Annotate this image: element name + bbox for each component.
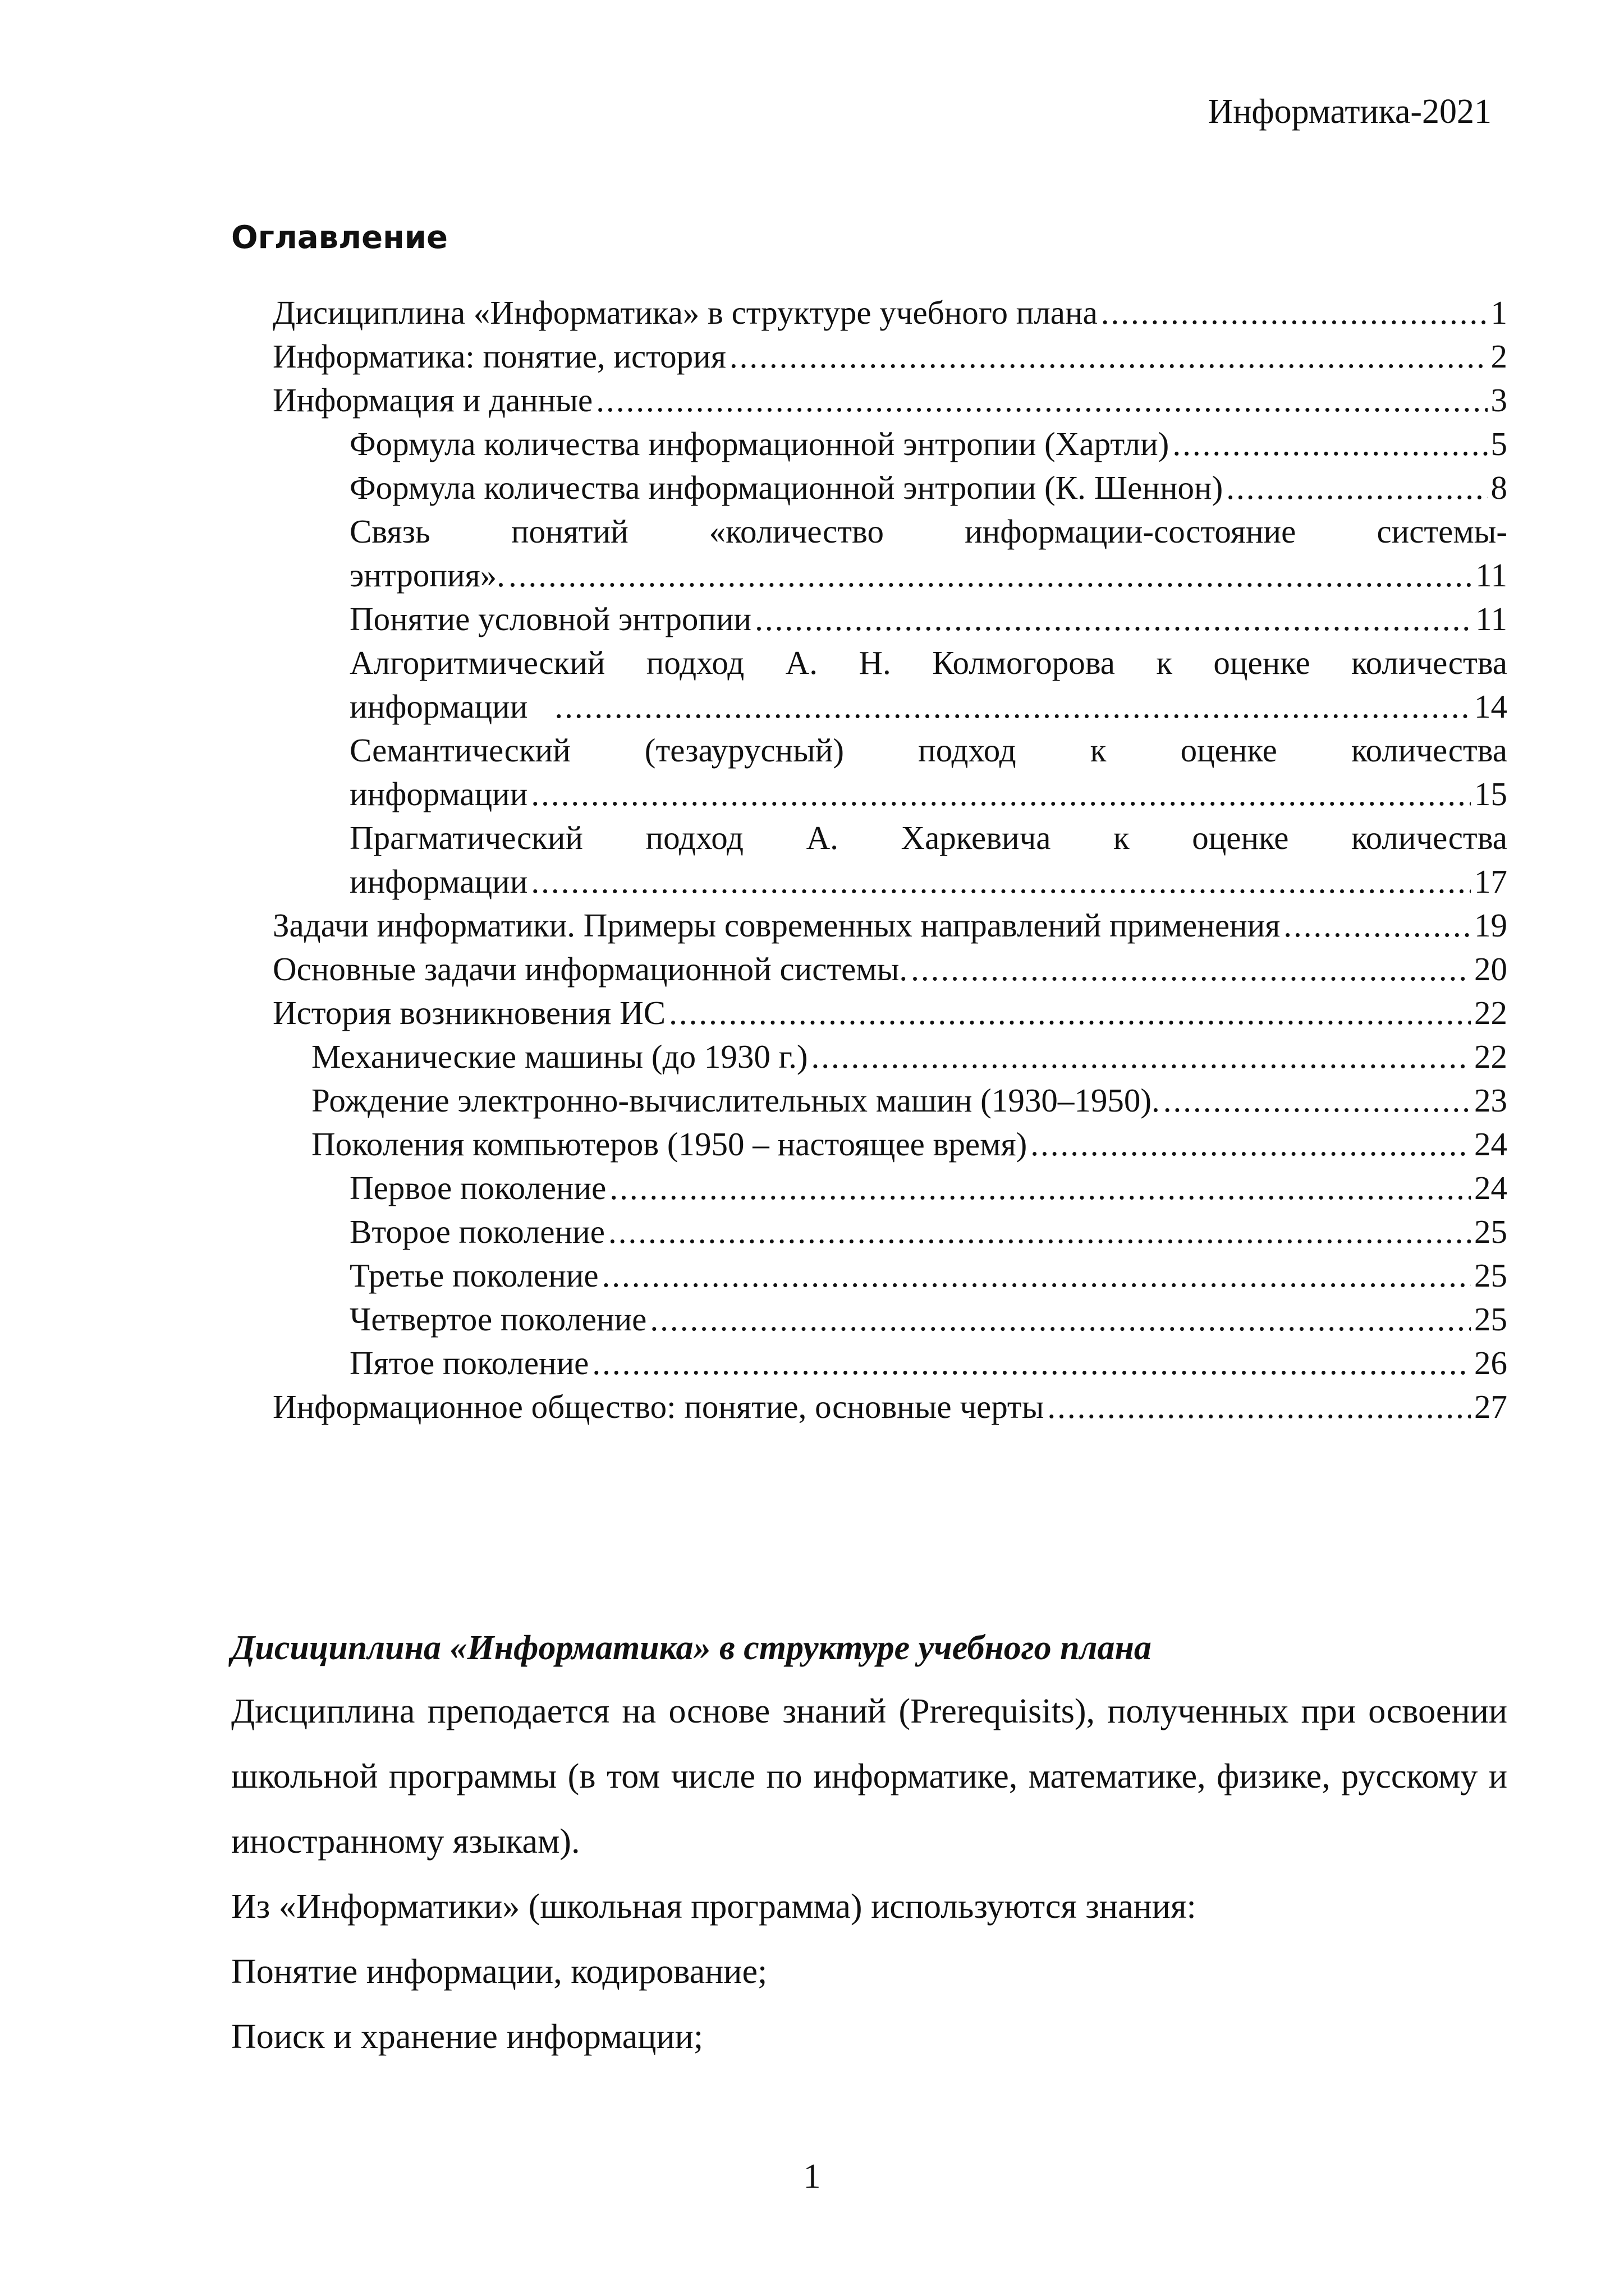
toc-entry-page: 1 bbox=[1490, 294, 1507, 331]
toc-word: к bbox=[1156, 644, 1173, 681]
toc-word: оценке bbox=[1192, 819, 1289, 856]
toc-entry-page: 25 bbox=[1474, 1213, 1507, 1250]
toc-entry-page: 26 bbox=[1474, 1344, 1507, 1381]
toc-entry-title: Информационное общество: понятие, основные черты bbox=[273, 1388, 1044, 1425]
toc-entry-page: 3 bbox=[1490, 382, 1507, 419]
toc-entry-page: 22 bbox=[1474, 994, 1507, 1031]
toc-entry[interactable] bbox=[350, 1341, 1507, 1385]
toc-word: Н. bbox=[859, 644, 891, 681]
toc-leader bbox=[608, 1210, 1471, 1253]
toc-entry-title: Понятие условной энтропии bbox=[350, 600, 752, 637]
toc-entry-title-cont: информации bbox=[350, 688, 528, 725]
toc-entry-title: Информатика: понятие, история bbox=[273, 338, 726, 375]
toc-word: количества bbox=[1351, 732, 1507, 769]
toc-entry[interactable] bbox=[273, 334, 1507, 378]
toc-word: А. bbox=[806, 819, 838, 856]
toc-entry-title: Механические машины (до 1930 г.) bbox=[311, 1038, 808, 1075]
toc-entry-title: Второе поколение bbox=[350, 1213, 605, 1250]
toc-entry[interactable] bbox=[273, 991, 1507, 1035]
toc-entry[interactable] bbox=[311, 1122, 1507, 1166]
toc-leader bbox=[1283, 903, 1471, 947]
toc-entry-page: 27 bbox=[1474, 1388, 1507, 1425]
toc-word: Прагматический bbox=[350, 819, 583, 856]
toc-word: к bbox=[1090, 732, 1107, 769]
toc-entry-title: Пятое поколение bbox=[350, 1344, 589, 1381]
toc-entry-page: 11 bbox=[1475, 557, 1507, 594]
toc-word: системы- bbox=[1377, 513, 1507, 550]
running-header: Информатика-2021 bbox=[1208, 93, 1492, 131]
toc-leader bbox=[596, 378, 1487, 422]
toc-entry[interactable] bbox=[350, 422, 1507, 466]
toc-word: (тезаурусный) bbox=[644, 732, 844, 769]
toc-leader bbox=[531, 772, 1471, 816]
toc-entry-page: 24 bbox=[1474, 1126, 1507, 1163]
toc-entry-page: 20 bbox=[1474, 950, 1507, 988]
toc-entry-page: 11 bbox=[1475, 600, 1507, 637]
toc-leader bbox=[1226, 466, 1487, 509]
toc-word: подход bbox=[645, 819, 744, 856]
toc-word: подход bbox=[646, 644, 745, 681]
toc-entry[interactable] bbox=[273, 291, 1507, 334]
toc-entry[interactable] bbox=[350, 597, 1507, 641]
toc-entry-title-cont: информации bbox=[350, 863, 528, 900]
toc-entry-title: Формула количества информационной энтропии (К. Шеннон) bbox=[350, 469, 1223, 506]
toc-entry-title: Первое поколение bbox=[350, 1169, 607, 1206]
page-number: 1 bbox=[803, 2157, 821, 2196]
toc-leader bbox=[669, 991, 1471, 1035]
toc-word: подход bbox=[918, 732, 1016, 769]
toc-entry[interactable] bbox=[350, 1166, 1507, 1210]
section-body bbox=[231, 1679, 1507, 2069]
toc-entry-title: Поколения компьютеров (1950 – настоящее время) bbox=[311, 1126, 1027, 1163]
toc-entry-page: 25 bbox=[1474, 1301, 1507, 1338]
toc-entry-title: Дисициплина «Информатика» в структуре учебного плана bbox=[273, 294, 1098, 331]
toc-entry-title-first-line bbox=[350, 816, 1507, 860]
toc-title: Оглавление bbox=[231, 219, 448, 256]
toc-entry[interactable] bbox=[350, 466, 1507, 509]
toc-leader bbox=[811, 1035, 1471, 1078]
toc-entry-page: 8 bbox=[1490, 469, 1507, 506]
toc-entry-title: Задачи информатики. Примеры современных направлений применения bbox=[273, 907, 1281, 944]
paragraph: Из «Информатики» (школьная программа) используются знания: bbox=[231, 1888, 1196, 1926]
toc-word: Алгоритмический bbox=[350, 644, 605, 681]
toc-entry[interactable] bbox=[273, 1385, 1507, 1429]
toc-leader bbox=[911, 947, 1471, 991]
toc-word: Харкевича bbox=[901, 819, 1051, 856]
toc-entry-page: 5 bbox=[1490, 425, 1507, 462]
toc-leader bbox=[602, 1253, 1471, 1297]
toc-entry[interactable] bbox=[311, 1035, 1507, 1078]
toc-entry[interactable] bbox=[350, 1297, 1507, 1341]
toc-leader bbox=[730, 334, 1488, 378]
toc-entry-title-first-line bbox=[350, 509, 1507, 553]
toc-entry-title: Информация и данные bbox=[273, 382, 593, 419]
toc-word: количества bbox=[1351, 644, 1507, 681]
toc-entry-title: Четвертое поколение bbox=[350, 1301, 647, 1338]
toc-word: Семантический bbox=[350, 732, 571, 769]
toc-word: количества bbox=[1351, 819, 1507, 856]
toc-word: Колмогорова bbox=[932, 644, 1115, 681]
toc-word: информации-состояние bbox=[965, 513, 1296, 550]
toc-entry-page: 24 bbox=[1474, 1169, 1507, 1206]
toc-entry-page: 15 bbox=[1474, 775, 1507, 812]
toc-entry-title-cont: информации bbox=[350, 775, 528, 812]
toc-leader bbox=[508, 553, 1472, 597]
toc-entry[interactable] bbox=[350, 1253, 1507, 1297]
toc-entry-title: Формула количества информационной энтропии (Хартли) bbox=[350, 425, 1169, 462]
toc-entry-page: 2 bbox=[1490, 338, 1507, 375]
toc-entry-title-first-line bbox=[350, 641, 1507, 685]
toc-entry[interactable] bbox=[311, 1078, 1507, 1122]
toc-word: «количество bbox=[709, 513, 884, 550]
toc-leader bbox=[650, 1297, 1471, 1341]
toc-entry-page: 14 bbox=[1474, 688, 1507, 725]
toc-leader bbox=[592, 1341, 1471, 1385]
toc-entry-page: 23 bbox=[1474, 1082, 1507, 1119]
toc-leader bbox=[531, 860, 1471, 903]
toc-leader bbox=[554, 685, 1471, 728]
toc-entry-title: История возникновения ИС bbox=[273, 994, 666, 1031]
toc-entry[interactable] bbox=[350, 816, 1507, 903]
paragraph: Дисциплина преподается на основе знаний (Prerequisits), полученных при освоении школьной программы (в том числе по информатике, математике, физике, русскому и иностранному языкам). bbox=[231, 1692, 1507, 1861]
toc-word: к bbox=[1113, 819, 1130, 856]
toc-leader bbox=[609, 1166, 1471, 1210]
toc-entry[interactable] bbox=[273, 903, 1507, 947]
toc-entry[interactable] bbox=[350, 641, 1507, 728]
toc-word: Связь bbox=[350, 513, 430, 550]
toc-entry[interactable] bbox=[350, 728, 1507, 816]
toc-entry[interactable] bbox=[273, 378, 1507, 422]
toc-entry-title-first-line bbox=[350, 728, 1507, 772]
toc-leader bbox=[1101, 291, 1488, 334]
toc-entry-page: 19 bbox=[1474, 907, 1507, 944]
toc-entry-title-cont: энтропия». bbox=[350, 557, 505, 594]
toc-entry-title: Третье поколение bbox=[350, 1257, 599, 1294]
toc-leader bbox=[1163, 1078, 1471, 1122]
toc-word: А. bbox=[785, 644, 818, 681]
toc-entry[interactable] bbox=[273, 947, 1507, 991]
toc-word: понятий bbox=[511, 513, 629, 550]
toc-entry-title: Основные задачи информационной системы. bbox=[273, 950, 908, 988]
section-heading: Дисициплина «Информатика» в структуре учебного плана bbox=[231, 1629, 1152, 1667]
toc-entry-page: 22 bbox=[1474, 1038, 1507, 1075]
toc-leader bbox=[1172, 422, 1487, 466]
toc-leader bbox=[755, 597, 1472, 641]
toc-entry-page: 25 bbox=[1474, 1257, 1507, 1294]
toc-word: оценке bbox=[1180, 732, 1277, 769]
toc-leader bbox=[1030, 1122, 1471, 1166]
toc-entry[interactable] bbox=[350, 509, 1507, 597]
toc-word: оценке bbox=[1213, 644, 1310, 681]
toc-leader bbox=[1047, 1385, 1471, 1429]
toc-entry[interactable] bbox=[350, 1210, 1507, 1253]
toc-entry-title: Рождение электронно-вычислительных машин (1930–1950). bbox=[311, 1082, 1160, 1119]
paragraph: Понятие информации, кодирование; bbox=[231, 1953, 768, 1991]
toc-entry-page: 17 bbox=[1474, 863, 1507, 900]
paragraph: Поиск и хранение информации; bbox=[231, 2018, 704, 2056]
